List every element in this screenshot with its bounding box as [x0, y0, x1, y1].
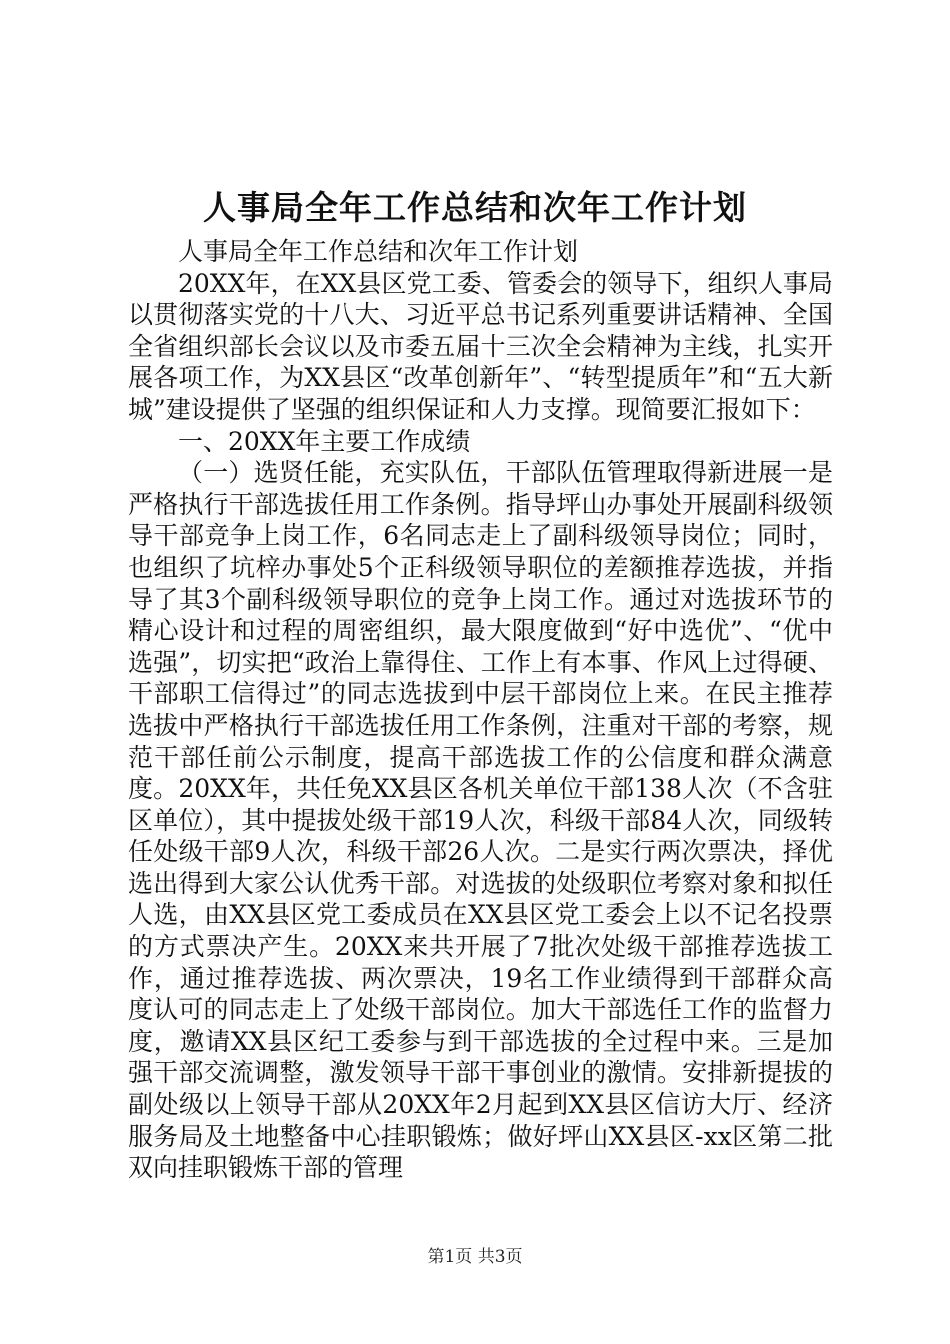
paragraph-subtitle: 人事局全年工作总结和次年工作计划	[178, 237, 579, 266]
document-body	[128, 236, 833, 1184]
section-heading: 一、20XX年主要工作成绩	[178, 426, 471, 456]
paragraph-section-1: （一）选贤任能，充实队伍，干部队伍管理取得新进展一是严格执行干部选拔任用工作条例。指导坪山办事处开展副科级领导干部竞争上岗工作，6名同志走上了副科级领导岗位；同时，也组织了坑梓办事处5个正科级领导职位的差额推荐选拔，并指导了其3个副科级领导职位的竞争上岗工作。通过对选拔环节的精心设计和过程的周密组织，最大限度做到“好中选优”、“优中选强”，切实把“政治上靠得住、工作上有本事、作风上过得硬、干部职工信得过”的同志选拔到中层干部岗位上来。在民主推荐选拔中严格执行干部选拔任用工作条例，注重对干部的考察，规范干部任前公示制度，提高干部选拔工作的公信度和群众满意度。20XX年，共任免XX县区各机关单位干部138人次（不含驻区单位），其中提拔处级干部19人次，科级干部84人次，同级转任处级干部9人次，科级干部26人次。二是实行两次票决，择优选出得到大家公认优秀干部。对选拔的处级职位考察对象和拟任人选，由XX县区党工委成员在XX县区党工委会上以不记名投票的方式票决产生。20XX来共开展了7批次处级干部推荐选拔工作，通过推荐选拔、两次票决，19名工作业绩得到干部群众高度认可的同志走上了处级干部岗位。加大干部选任工作的监督力度，邀请XX县区纪工委参与到干部选拔的全过程中来。三是加强干部交流调整，激发领导干部干事创业的激情。安排新提拔的副处级以上领导干部从20XX年2月起到XX县区信访大厅、经济服务局及土地整备中心挂职锻炼；做好坪山XX县区-xx区第二批双向挂职锻炼干部的管理	[128, 458, 833, 1183]
page-number-footer: 第1页 共3页	[427, 1247, 523, 1267]
paragraph-intro: 20XX年，在XX县区党工委、管委会的领导下，组织人事局以贯彻落实党的十八大、习近平总书记系列重要讲话精神、全国全省组织部长会议以及市委五届十三次全会精神为主线，扎实开展各项工作，为XX县区“改革创新年”、“转型提质年”和“五大新城”建设提供了坚强的组织保证和人力支撑。现简要汇报如下：	[128, 268, 833, 424]
document-title: 人事局全年工作总结和次年工作计划	[203, 188, 747, 227]
